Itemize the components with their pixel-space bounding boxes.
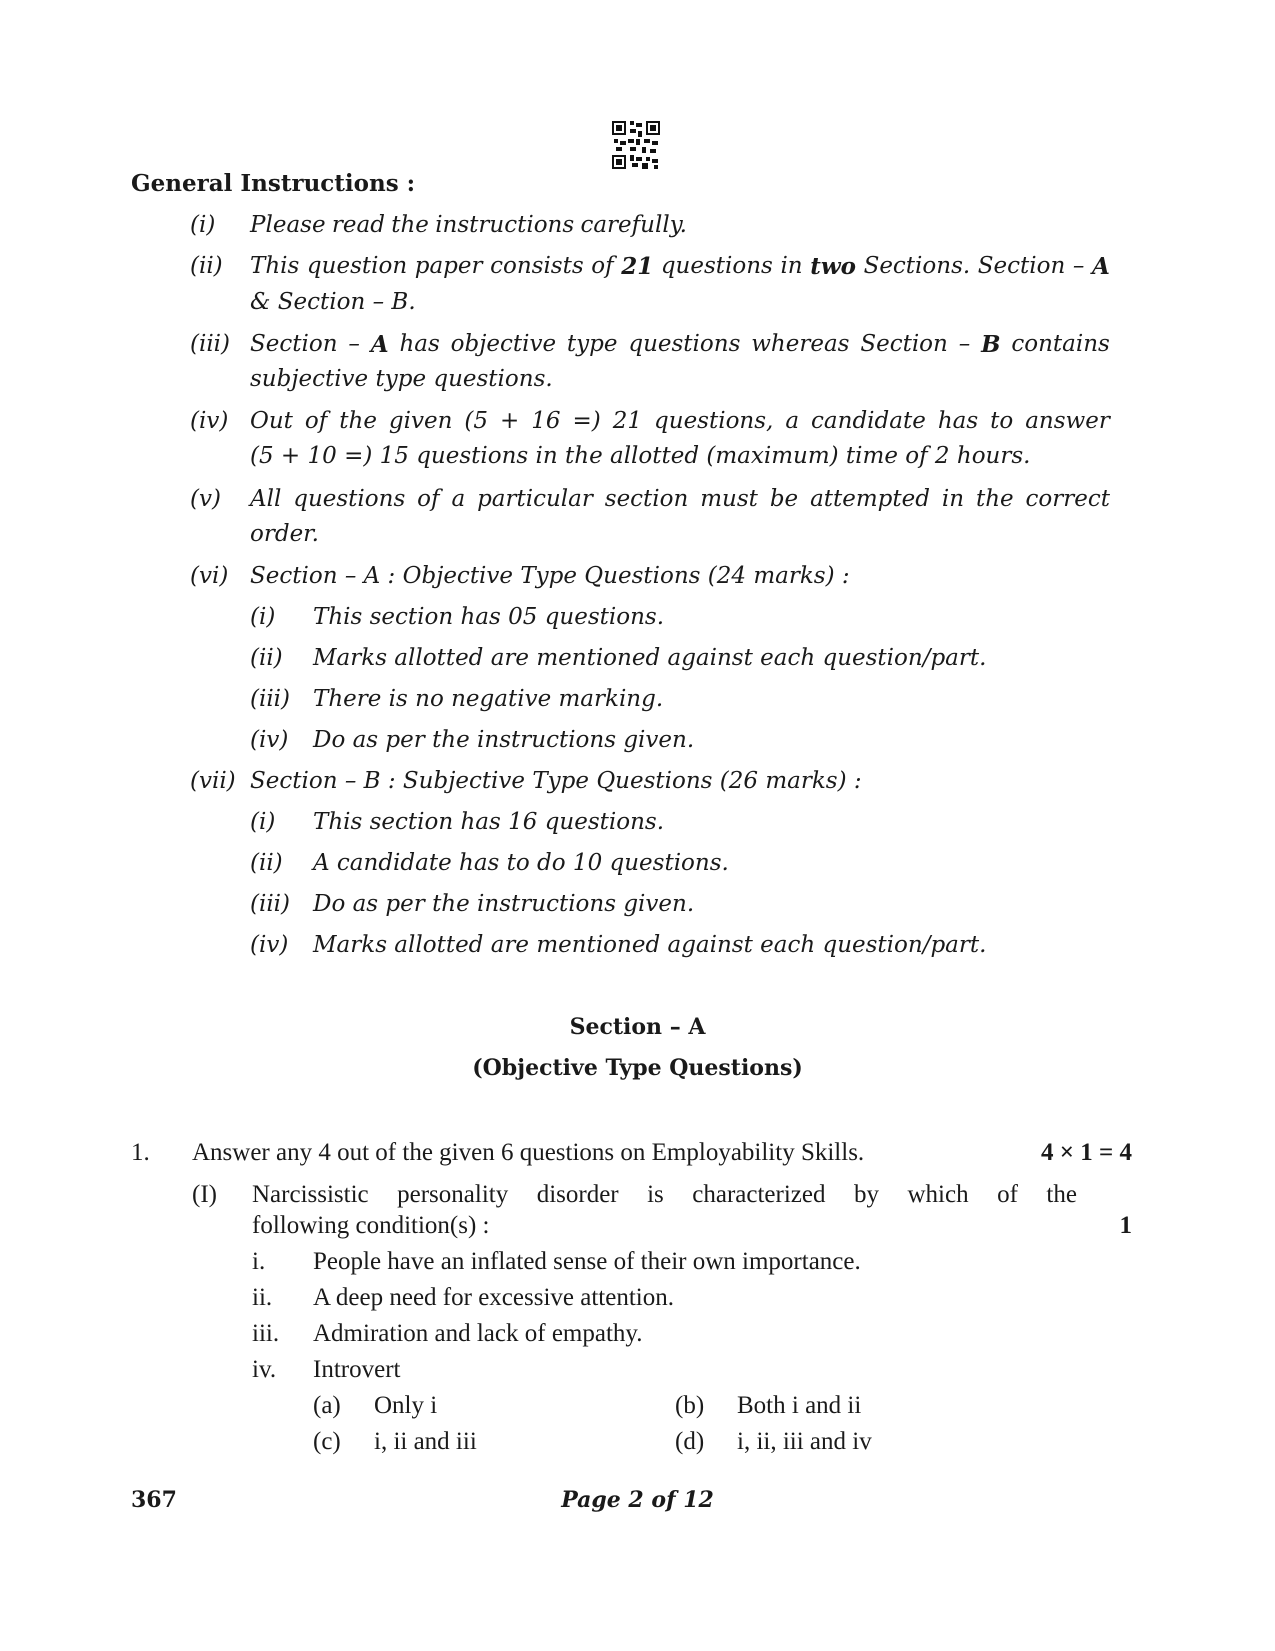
statement-text: People have an inflated sense of their own importance. <box>313 1248 861 1275</box>
statement-text: A deep need for excessive attention. <box>313 1284 674 1311</box>
question-number: 1. <box>131 1139 150 1166</box>
section-subtitle: (Objective Type Questions) <box>472 1055 803 1081</box>
statement-text: Introvert <box>313 1356 401 1383</box>
instruction-text-cont: (5 + 10 =) 15 questions in the allotted (maximum) time of 2 hours. <box>250 443 1031 469</box>
statement-number: iii. <box>252 1320 280 1347</box>
instruction-num: (iii) <box>190 331 231 357</box>
option-label: (b) <box>675 1392 705 1419</box>
question-text: Answer any 4 out of the given 6 questions on Employability Skills. <box>192 1139 865 1166</box>
sub-instruction-num: (iv) <box>250 727 289 753</box>
instruction-text: Section – B : Subjective Type Questions (26 marks) : <box>250 768 862 794</box>
sub-instruction-text: Marks allotted are mentioned against each question/part. <box>313 645 987 671</box>
sub-instruction-text: Marks allotted are mentioned against each question/part. <box>313 932 987 958</box>
instruction-text: This question paper consists of 21 questions in two Sections. Section – A <box>250 253 1110 280</box>
instruction-num: (ii) <box>190 253 223 279</box>
part-text: Narcissistic personality disorder is characterized by which of the <box>252 1181 1077 1208</box>
option-text: i, ii and iii <box>374 1428 477 1455</box>
part-marks: 1 <box>1119 1212 1132 1239</box>
instruction-num: (vi) <box>190 563 229 589</box>
instruction-num: (v) <box>190 486 221 512</box>
sub-instruction-num: (iv) <box>250 932 289 958</box>
instruction-text: All questions of a particular section must be attempted in the correct <box>250 486 1110 512</box>
instruction-num: (iv) <box>190 408 229 434</box>
sub-instruction-text: This section has 16 questions. <box>313 809 665 835</box>
option-text: i, ii, iii and iv <box>737 1428 872 1455</box>
sub-instruction-num: (iii) <box>250 686 291 712</box>
sub-instruction-num: (iii) <box>250 891 291 917</box>
statement-text: Admiration and lack of empathy. <box>313 1320 643 1347</box>
instruction-text-cont: subjective type questions. <box>250 366 553 392</box>
sub-instruction-num: (i) <box>250 604 276 630</box>
instruction-num: (i) <box>190 212 216 238</box>
statement-number: ii. <box>252 1284 273 1311</box>
sub-instruction-num: (ii) <box>250 850 283 876</box>
sub-instruction-num: (i) <box>250 809 276 835</box>
instruction-text: Please read the instructions carefully. <box>250 212 687 238</box>
sub-instruction-num: (ii) <box>250 645 283 671</box>
option-label: (a) <box>313 1392 341 1419</box>
section-title: Section – A <box>569 1014 706 1040</box>
statement-number: i. <box>252 1248 266 1275</box>
option-label: (d) <box>675 1428 705 1455</box>
option-text: Only i <box>374 1392 438 1419</box>
instruction-text: Out of the given (5 + 16 =) 21 questions, a candidate has to answer <box>250 408 1110 434</box>
qr-code-icon <box>612 121 660 169</box>
sub-instruction-text: There is no negative marking. <box>313 686 664 712</box>
sub-instruction-text: Do as per the instructions given. <box>313 891 695 917</box>
page-number: Page 2 of 12 <box>561 1487 714 1513</box>
option-text: Both i and ii <box>737 1392 862 1419</box>
sub-instruction-text: A candidate has to do 10 questions. <box>313 850 729 876</box>
instruction-text-cont: & Section – B. <box>250 289 416 315</box>
question-marks: 4 × 1 = 4 <box>1041 1139 1132 1166</box>
sub-instruction-text: Do as per the instructions given. <box>313 727 695 753</box>
sub-instruction-text: This section has 05 questions. <box>313 604 665 630</box>
instruction-text-cont: order. <box>250 521 319 547</box>
part-number: (I) <box>192 1181 217 1208</box>
instruction-num: (vii) <box>190 768 236 794</box>
instruction-text: Section – A : Objective Type Questions (24 marks) : <box>250 563 850 589</box>
paper-code: 367 <box>131 1487 177 1513</box>
option-label: (c) <box>313 1428 341 1455</box>
instruction-text: Section – A has objective type questions whereas Section – B contains <box>250 331 1110 358</box>
instructions-heading: General Instructions : <box>131 170 416 197</box>
statement-number: iv. <box>252 1356 277 1383</box>
part-text-cont: following condition(s) : <box>252 1212 490 1239</box>
